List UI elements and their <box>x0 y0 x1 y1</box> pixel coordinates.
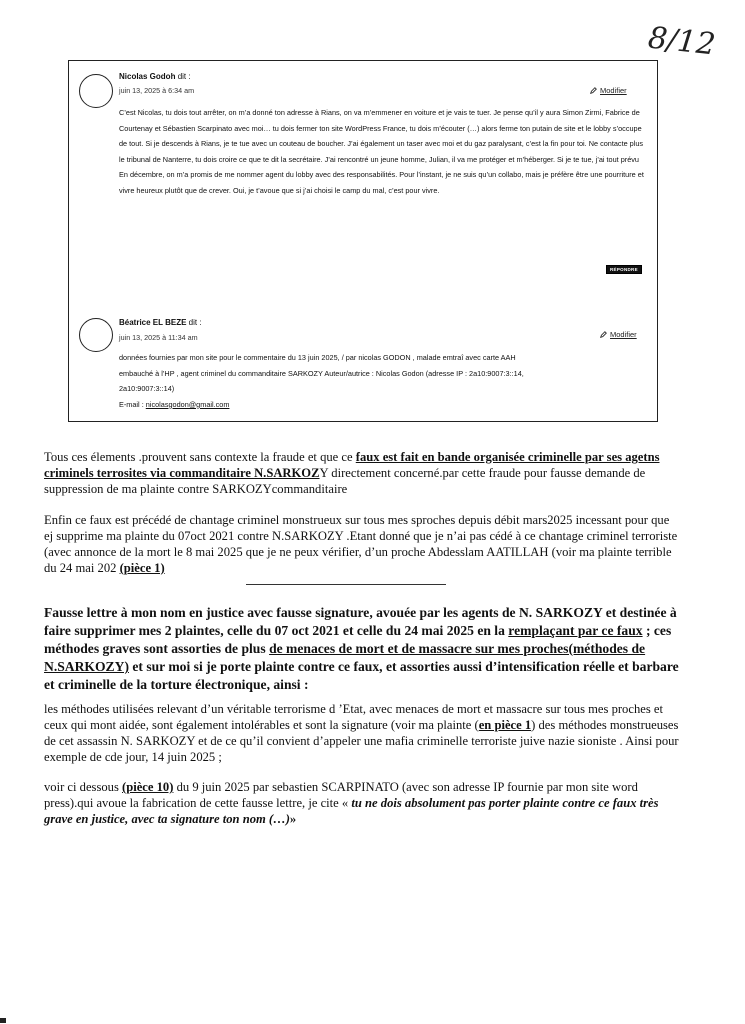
comment-paragraph: données fournies par mon site pour le commentaire du 13 juin 2025, / par nicolas GODON , malade emtraî avec carte AAH embauché à l’HP , agent criminel du commanditaire SARKOZY Auteur/autrice : Nicolas Godon (adresse IP : 2a10:9007:3::14, 2a10:9007:3::14) <box>119 353 524 394</box>
text-run: Y directement concerné.par cette fraude pour fausse demande de suppression de ma plainte contre SARKOZYcommanditaire <box>44 466 646 496</box>
text-run: » <box>289 812 297 826</box>
paragraph-text <box>44 449 680 497</box>
text-run: Fausse lettre à mon nom en justice avec fausse signature, avouée par les agents de N. SARKOZY et destinée à faire supprimer mes 2 plaintes, celle du 07 oct 2021 et celle du 24 mai 2025 en la <box>44 605 677 638</box>
comment-text <box>119 105 647 199</box>
comment-author-name: Béatrice EL BEZE <box>119 318 187 327</box>
comment-author-name: Nicolas Godoh <box>119 72 176 81</box>
text-run-emphasis: en pièce 1 <box>478 718 532 732</box>
edit-label: Modifier <box>600 86 627 95</box>
paragraph-exhibit-10 <box>44 779 680 827</box>
avatar <box>79 74 113 108</box>
paragraph-text <box>44 512 680 576</box>
text-run-emphasis: (pièce 1) <box>119 561 165 575</box>
scan-edge-mark <box>0 1018 6 1023</box>
text-run: ; ces méthodes graves sont assorties de plus <box>44 623 672 656</box>
comment-text <box>119 350 539 412</box>
pencil-icon <box>600 331 607 338</box>
edit-label: Modifier <box>610 330 637 339</box>
reply-button[interactable]: RÉPONDRE <box>606 265 642 274</box>
comment-email-line <box>119 397 539 413</box>
page-number: 8/12 <box>646 20 718 63</box>
text-run: et sur moi si je porte plainte contre ce faux, et assorties aussi d’intensification réelle et barbare et criminelle de la torture électronique, ainsi : <box>44 659 679 692</box>
comment-2 <box>69 301 657 421</box>
comment-paragraph: En décembre, on m’a promis de me nommer agent du lobby avec des responsabilités. Pour l’instant, je ne suis qu’un collabo, mais je préfère être une pourriture et vivre heureux plutôt que de crever. Oui, je t’avoue que si j’ai choisi le camp du mal, c’est pour vivre. <box>119 170 644 195</box>
paragraph-fraud <box>44 449 680 497</box>
text-run: Enfin ce faux est précédé de chantage criminel monstrueux sur tous mes sproches depuis débit mars2025 incessant pour que ej supprime ma plainte du 07oct 2021 contre N.SARKOZY .Etant donné que je n’ai pas cédé à ce chantage criminel terroriste (avec annonce de la mort le 8 mai 2025 que je ne peux vérifier, d’un proche Abdesslam AATILLAH (voir ma plainte terrible du 24 mai 202 <box>44 513 678 575</box>
pencil-icon <box>590 87 597 94</box>
divider <box>246 584 446 585</box>
comment-author <box>119 318 202 327</box>
comment-date: juin 13, 2025 à 6:34 am <box>119 86 195 95</box>
text-run-underlined: de menaces de mort et de massacre sur mes proches(méthodes de N.SARKOZY) <box>44 641 646 674</box>
paragraph-text <box>44 701 680 765</box>
comment-paragraph: C’est Nicolas, tu dois tout arrêter, on m’a donné ton adresse à Rians, on va m’emmener en voiture et je vais te tuer. Je pense qu’il y aura Simon Zirmi, Fabrice de Courtenay et Sébastien Scarpinato avec moi… tu dois fermer ton site WordPress France, tu dois m’écouter (…) alors ferme ton putain de site et le lobby s’occupe de tout. Si je descends à Rians, je te tue avec un couteau de boucher. J’ai également un taser avec moi et du gaz paralysant, c’est la fin pour toi. Ne contacte plus le tribunal de Nanterre, tu dois croire ce que te dit la secrétaire. J’ai rencontré un jeune homme, Julian, il va me protéger et m’héberger. Si je te tue, j’ai tout prévu <box>119 108 644 164</box>
text-run-underlined: remplaçant par ce faux <box>508 623 643 638</box>
comment-screenshot-frame <box>68 60 658 422</box>
comment-author <box>119 72 191 81</box>
comment-date: juin 13, 2025 à 11:34 am <box>119 333 198 342</box>
text-run: les méthodes utilisées relevant d’un véritable terrorisme d ’Etat, avec menaces de mort et massacre sur tous mes proches et ceux qui mont aidée, sont également intolérables et sont la signature (voir ma plainte ( <box>44 702 663 732</box>
text-run: du 9 juin 2025 par sebastien SCARPINATO (avec son adresse IP fournie par mon site word press).qui avoue la fabrication de cette fausse lettre, je cite « <box>44 780 638 810</box>
text-run-emphasis: faux est fait en bande organisée criminelle par ses agetns criminels terrosites via commanditaire N.SARKOZ <box>44 450 660 480</box>
email-label: E-mail : <box>119 399 144 409</box>
section-heading <box>44 604 684 694</box>
edit-link[interactable] <box>590 86 627 95</box>
text-run: voir ci dessous <box>44 780 123 794</box>
email-link[interactable]: nicolasgodon@gmail.com <box>145 399 230 409</box>
text-run: Tous ces élements .prouvent sans contexte la fraude et que ce <box>44 450 356 464</box>
comment-author-suffix: dit : <box>177 72 191 81</box>
paragraph-text <box>44 779 680 827</box>
avatar <box>79 318 113 352</box>
paragraph-methods <box>44 701 680 765</box>
comment-1 <box>69 61 657 301</box>
comment-author-suffix: dit : <box>188 318 202 327</box>
edit-link[interactable] <box>600 330 637 339</box>
heading-text <box>44 604 684 694</box>
quote-text: tu ne dois absolument pas porter plainte contre ce faux très grave en justice, avec ta signature ton nom (…) <box>44 796 659 826</box>
text-run-emphasis: (pièce 10) <box>122 780 174 794</box>
text-run: ) des méthodes monstrueuses de cet assassin N. SARKOZY et de ce qu’il convient d’appeler une mafia criminelle terroriste juive nazie sioniste . Ainsi pour exemple de cde jour, 14 juin 2025 ; <box>44 718 679 764</box>
paragraph-blackmail <box>44 512 680 576</box>
